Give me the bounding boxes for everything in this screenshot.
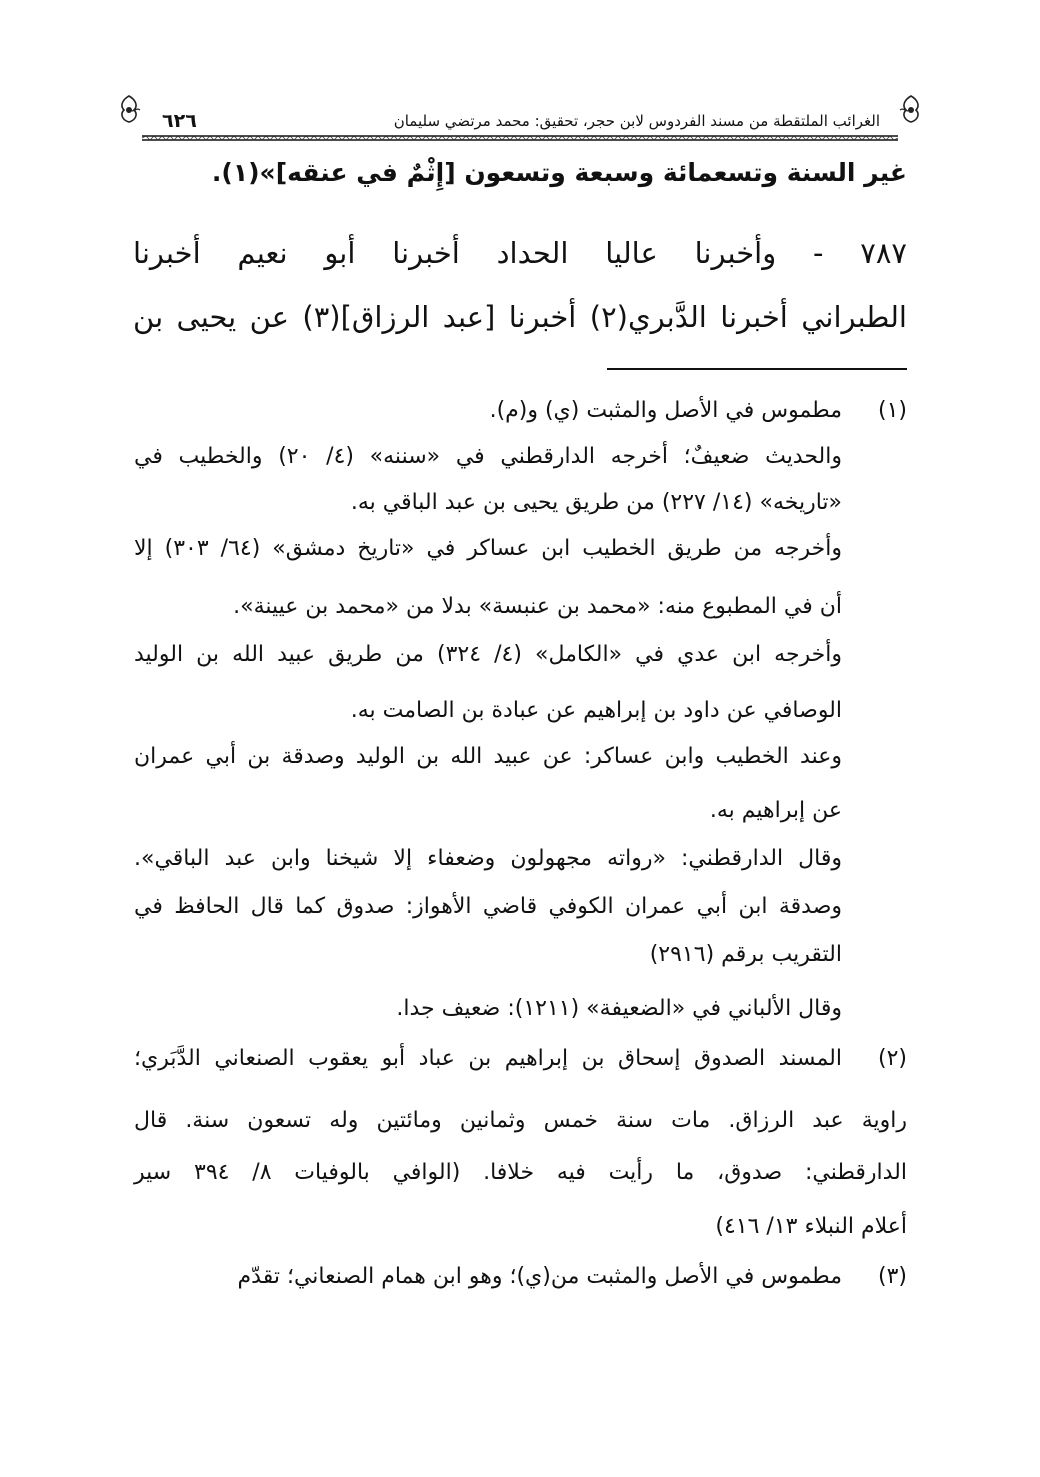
footnote-line: أن في المطبوع منه: «محمد بن عنبسة» بدلا من «محمد بن عيينة».	[233, 594, 842, 619]
page-header	[128, 92, 912, 138]
footnote-line: وأخرجه من طريق الخطيب ابن عساكر في «تاريخ دمشق» (٦٤/ ٣٠٣) إلا	[134, 536, 842, 561]
header-rule	[142, 135, 898, 141]
footnote-number: (٢)	[877, 1046, 907, 1071]
continuation-line: غير السنة وتسعمائة وسبعة وتسعون [إِثْمٌ في عنقه]»(١).	[211, 158, 907, 187]
footnote-line: وقال الدارقطني: «رواته مجهولون وضعفاء إلا شيخنا وابن عبد الباقي».	[134, 846, 842, 871]
footnote-line: وصدقة ابن أبي عمران الكوفي قاضي الأهواز: صدوق كما قال الحافظ في	[134, 894, 842, 919]
footnote-separator	[607, 368, 907, 370]
footnote-line: الدارقطني: صدوق، ما رأيت فيه خلافا. (الوافي بالوفيات ٨/ ٣٩٤ سير	[134, 1160, 907, 1185]
footnote-line: «تاريخه» (١٤/ ٢٢٧) من طريق يحيى بن عبد الباقي به.	[350, 490, 842, 515]
footnote-line: وعند الخطيب وابن عساكر: عن عبيد الله بن الوليد وصدقة بن أبي عمران	[134, 744, 842, 769]
footnote-line: أعلام النبلاء ١٣/ ٤١٦)	[715, 1214, 907, 1239]
page-number: ٦٢٦	[162, 110, 197, 132]
footnote-number: (٣)	[877, 1264, 907, 1289]
running-title: الغرائب الملتقطة من مسند الفردوس لابن حجر، تحقيق: محمد مرتضي سليمان	[393, 112, 880, 130]
footnote-line: مطموس في الأصل والمثبت من(ي)؛ وهو ابن همام الصنعاني؛ تقدّم	[237, 1264, 842, 1289]
footnote-line: والحديث ضعيفٌ؛ أخرجه الدارقطني في «سننه» (٤/ ٢٠) والخطيب في	[134, 444, 843, 469]
footnote-line: وقال الألباني في «الضعيفة» (١٢١١): ضعيف جدا.	[396, 996, 842, 1021]
footnote-line: الوصافي عن داود بن إبراهيم عن عبادة بن الصامت به.	[350, 698, 842, 723]
footnote-number: (١)	[877, 398, 907, 423]
footnote-line: عن إبراهيم به.	[709, 798, 842, 823]
ornament-icon	[116, 94, 142, 124]
footnote-line: مطموس في الأصل والمثبت (ي) و(م).	[489, 398, 842, 423]
footnote-line: التقريب برقم (٢٩١٦)	[649, 942, 842, 967]
ornament-icon	[898, 94, 924, 124]
footnote-line: وأخرجه ابن عدي في «الكامل» (٤/ ٣٢٤) من طريق عبيد الله بن الوليد	[134, 642, 843, 667]
footnote-line: المسند الصدوق إسحاق بن إبراهيم بن عباد أبو يعقوب الصنعاني الدَّبَري؛	[134, 1046, 842, 1071]
hadith-line: ٧٨٧ - وأخبرنا عاليا الحداد أخبرنا أبو نعيم أخبرنا	[133, 236, 907, 270]
hadith-line: الطبراني أخبرنا الدَّبري(٢) أخبرنا [عبد الرزاق](٣) عن يحيى بن	[133, 300, 907, 334]
footnote-line: راوية عبد الرزاق. مات سنة خمس وثمانين ومائتين وله تسعون سنة. قال	[134, 1108, 907, 1133]
